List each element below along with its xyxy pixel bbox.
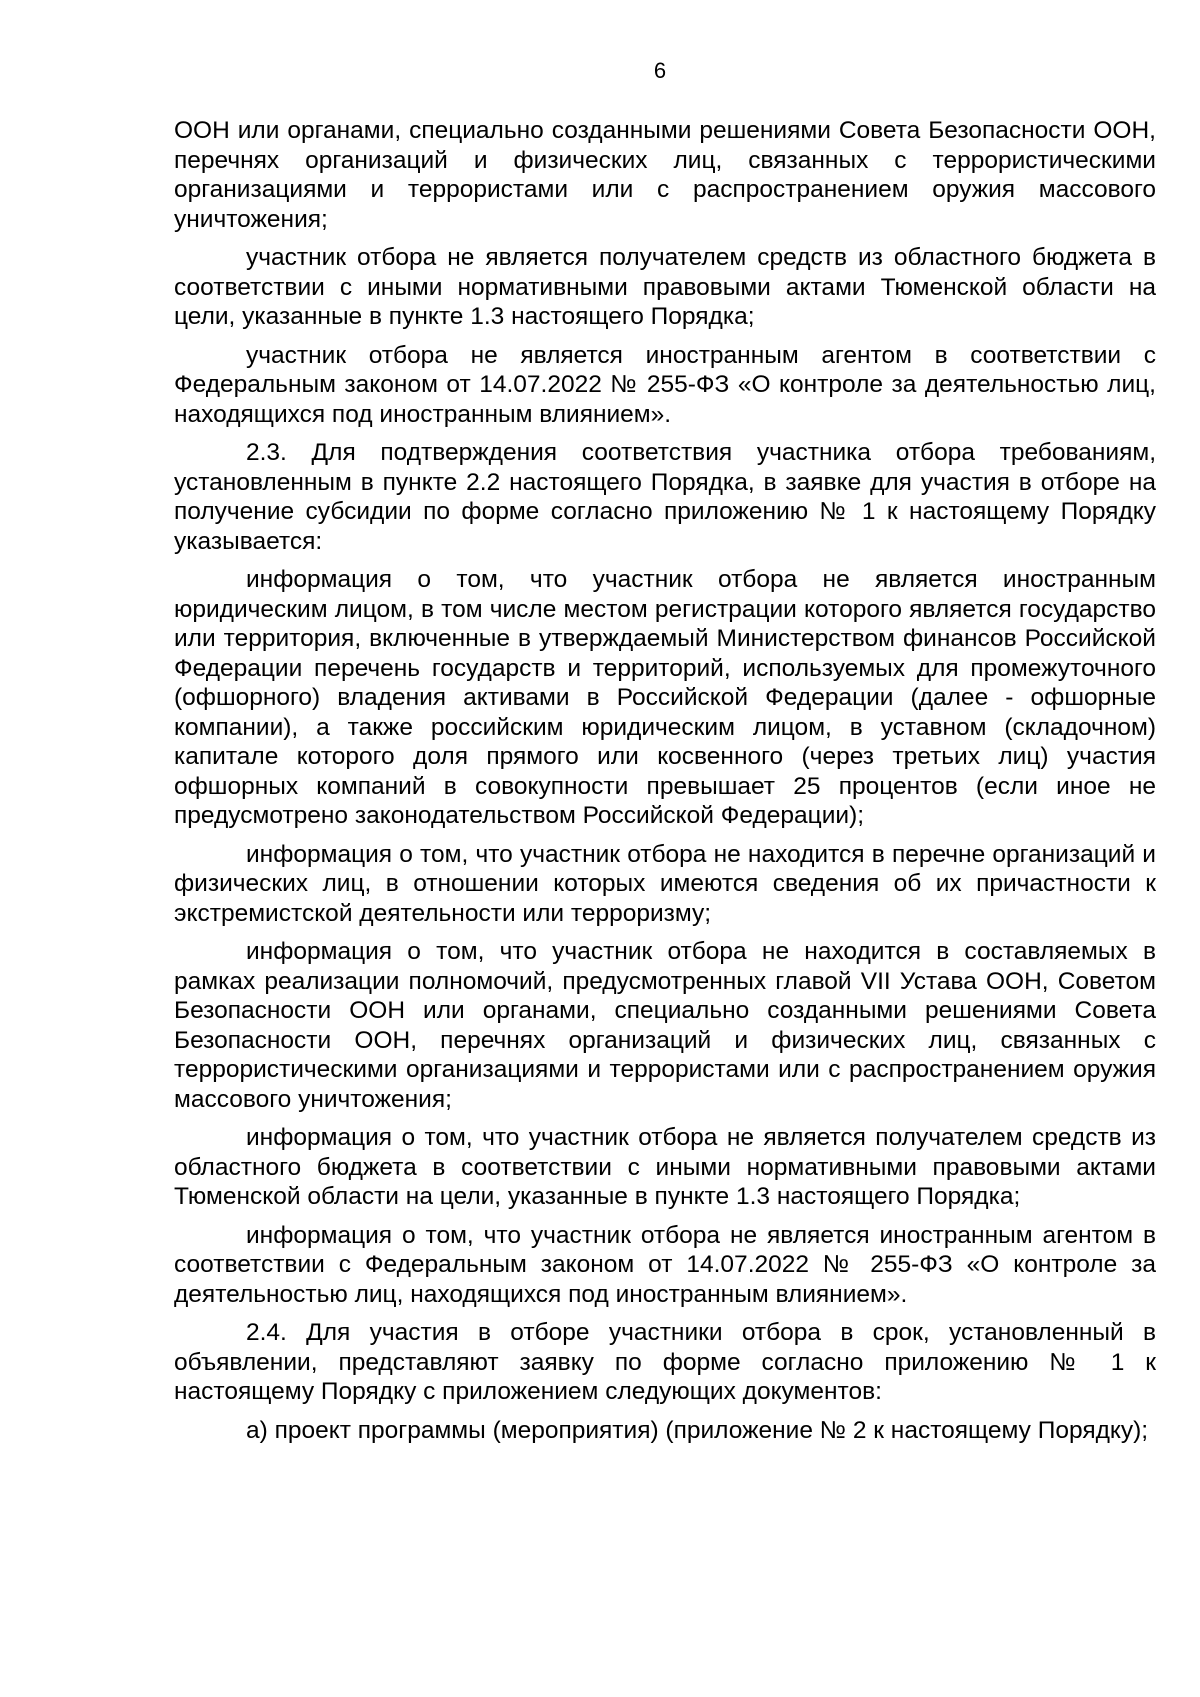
paragraph-info-un-lists: информация о том, что участник отбора не находится в составляемых в рамках реализации полномочий, предусмотренных главой VII Устава ООН, Советом Безопасности ООН или органами, специально созданными решениями Совета Безопасности ООН, перечнях организаций и физических лиц, связанных с террористическими организациями и террористами или с распространением оружия массового уничтожения;: [174, 938, 1156, 1113]
paragraph-item-a: а) проект программы (мероприятия) (приложение № 2 к настоящему Порядку);: [246, 1416, 1149, 1444]
paragraph-not-budget-recipient: участник отбора не является получателем средств из областного бюджета в соответствии с иными нормативными правовыми актами Тюменской области на цели, указанные в пункте 1.3 настоящего Порядка;: [174, 244, 1156, 330]
page-number: 6: [653, 58, 667, 83]
paragraph-info-extremism: информация о том, что участник отбора не находится в перечне организаций и физических лиц, в отношении которых имеются сведения об их причастности к экстремистской деятельности или терроризму;: [174, 840, 1156, 927]
paragraph-section-2-4: 2.4. Для участия в отборе участники отбора в срок, установленный в объявлении, представляют заявку по форме согласно приложению № 1 к настоящему Порядку с приложением следующих документов:: [174, 1319, 1156, 1405]
document-body: [174, 116, 1156, 1454]
paragraph-not-foreign-agent: участник отбора не является иностранным агентом в соответствии с Федеральным законом от 14.07.2022 № 255-ФЗ «О контроле за деятельностью лиц, находящихся под иностранным влиянием».: [174, 341, 1156, 428]
paragraph-info-foreign-agent: информация о том, что участник отбора не является иностранным агентом в соответствии с Федеральным законом от 14.07.2022 № 255-ФЗ «О контроле за деятельностью лиц, находящихся под иностранным влиянием».: [174, 1221, 1156, 1308]
paragraph-info-offshore: информация о том, что участник отбора не является иностранным юридическим лицом, в том числе местом регистрации которого является государство или территория, включенные в утверждаемый Министерством финансов Российской Федерации перечень государств и территорий, используемых для промежуточного (офшорного) владения активами в Российской Федерации (далее - офшорные компании), а также российским юридическим лицом, в уставном (складочном) капитале которого доля прямого или косвенного (через третьих лиц) участия офшорных компаний в совокупности превышает 25 процентов (если иное не предусмотрено законодательством Российской Федерации);: [174, 566, 1156, 829]
paragraph-section-2-3: 2.3. Для подтверждения соответствия участника отбора требованиям, установленным в пункте 2.2 настоящего Порядка, в заявке для участия в отборе на получение субсидии по форме согласно приложению № 1 к настоящему Порядку указывается:: [174, 439, 1156, 555]
paragraph-info-budget: информация о том, что участник отбора не является получателем средств из областного бюджета в соответствии с иными нормативными правовыми актами Тюменской области на цели, указанные в пункте 1.3 настоящего Порядка;: [174, 1124, 1156, 1210]
paragraph-continuation: ООН или органами, специально созданными решениями Совета Безопасности ООН, перечнях организаций и физических лиц, связанных с террористическими организациями и террористами или с распространением оружия массового уничтожения;: [174, 117, 1156, 233]
